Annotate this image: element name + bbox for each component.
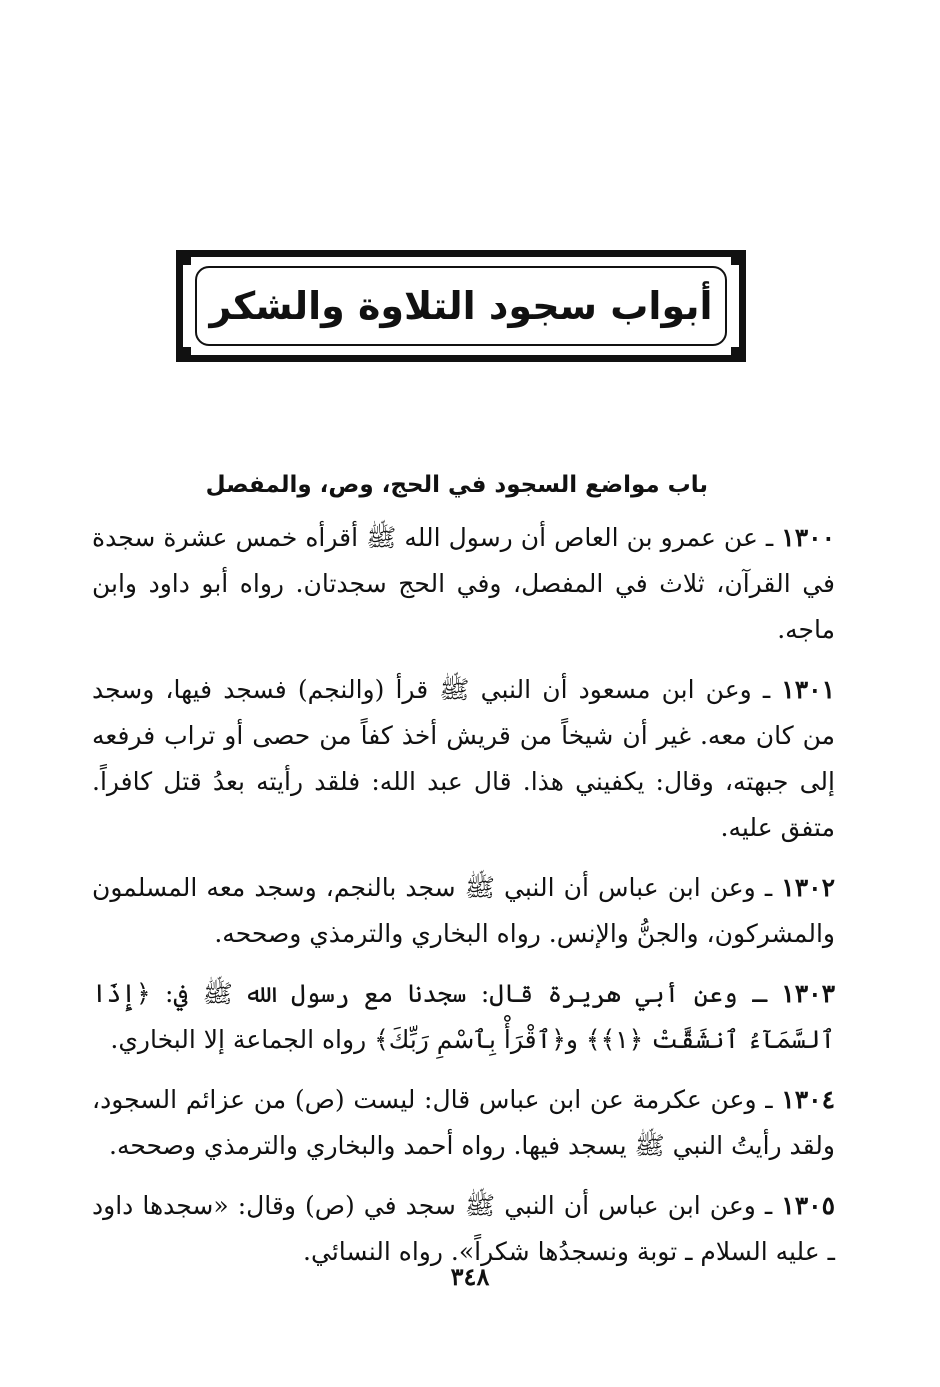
title-inner-border	[195, 266, 727, 346]
hadith-number: ١٣٠١	[781, 675, 835, 704]
hadith-1303	[92, 971, 835, 1063]
hadith-number: ١٣٠٢	[781, 873, 835, 902]
title-frame	[176, 250, 746, 362]
hadith-1301	[92, 667, 835, 851]
hadith-1302	[92, 865, 835, 957]
hadith-number: ١٣٠٥	[781, 1191, 835, 1220]
hadith-text: ـ وعن أبي هريرة قال: سجدنا مع رسول الله ﷺ في: ﴿إِذَا ٱلسَّمَآءُ ٱنشَقَّتْ ﴿١﴾﴾ و﴿ٱقْرَأْ بِٱسْمِ رَبِّكَ﴾ رواه الجماعة إلا البخاري.	[92, 979, 835, 1054]
hadith-text: ـ وعن ابن مسعود أن النبي ﷺ قرأ (والنجم) فسجد فيها، وسجد من كان معه. غير أن شيخاً من قريش أخذ كفاً من حصى أو تراب فرفعه إلى جبهته، وقال: يكفيني هذا. قال عبد الله: فلقد رأيته بعدُ قتل كافراً. متفق عليه.	[92, 675, 835, 842]
hadith-1304	[92, 1077, 835, 1169]
hadith-1300	[92, 515, 835, 653]
main-title: أبواب سجود التلاوة والشكر	[209, 284, 713, 328]
hadith-text: ـ وعن ابن عباس أن النبي ﷺ سجد في (ص) وقال: «سجدها داود ـ عليه السلام ـ توبة ونسجدُها شكراً». رواه النسائي.	[92, 1191, 835, 1266]
hadith-list	[92, 515, 835, 1289]
page-number: ٣٤٨	[450, 1262, 490, 1291]
frame-corner	[731, 255, 741, 265]
frame-corner	[181, 347, 191, 357]
hadith-text: ـ عن عمرو بن العاص أن رسول الله ﷺ أقرأه خمس عشرة سجدة في القرآن، ثلاث في المفصل، وفي الحج سجدتان. رواه أبو داود وابن ماجه.	[92, 523, 835, 644]
hadith-number: ١٣٠٣	[781, 979, 835, 1008]
hadith-text: ـ وعن ابن عباس أن النبي ﷺ سجد بالنجم، وسجد معه المسلمون والمشركون، والجنُّ والإنس. رواه البخاري والترمذي وصححه.	[92, 873, 835, 948]
section-heading: باب مواضع السجود في الحج، وص، والمفصل	[205, 472, 708, 498]
hadith-number: ١٣٠٠	[781, 523, 835, 552]
hadith-number: ١٣٠٤	[781, 1085, 835, 1114]
hadith-text: ـ وعن عكرمة عن ابن عباس قال: ليست (ص) من عزائم السجود، ولقد رأيتُ النبي ﷺ يسجد فيها. رواه أحمد والبخاري والترمذي وصححه.	[92, 1085, 835, 1160]
